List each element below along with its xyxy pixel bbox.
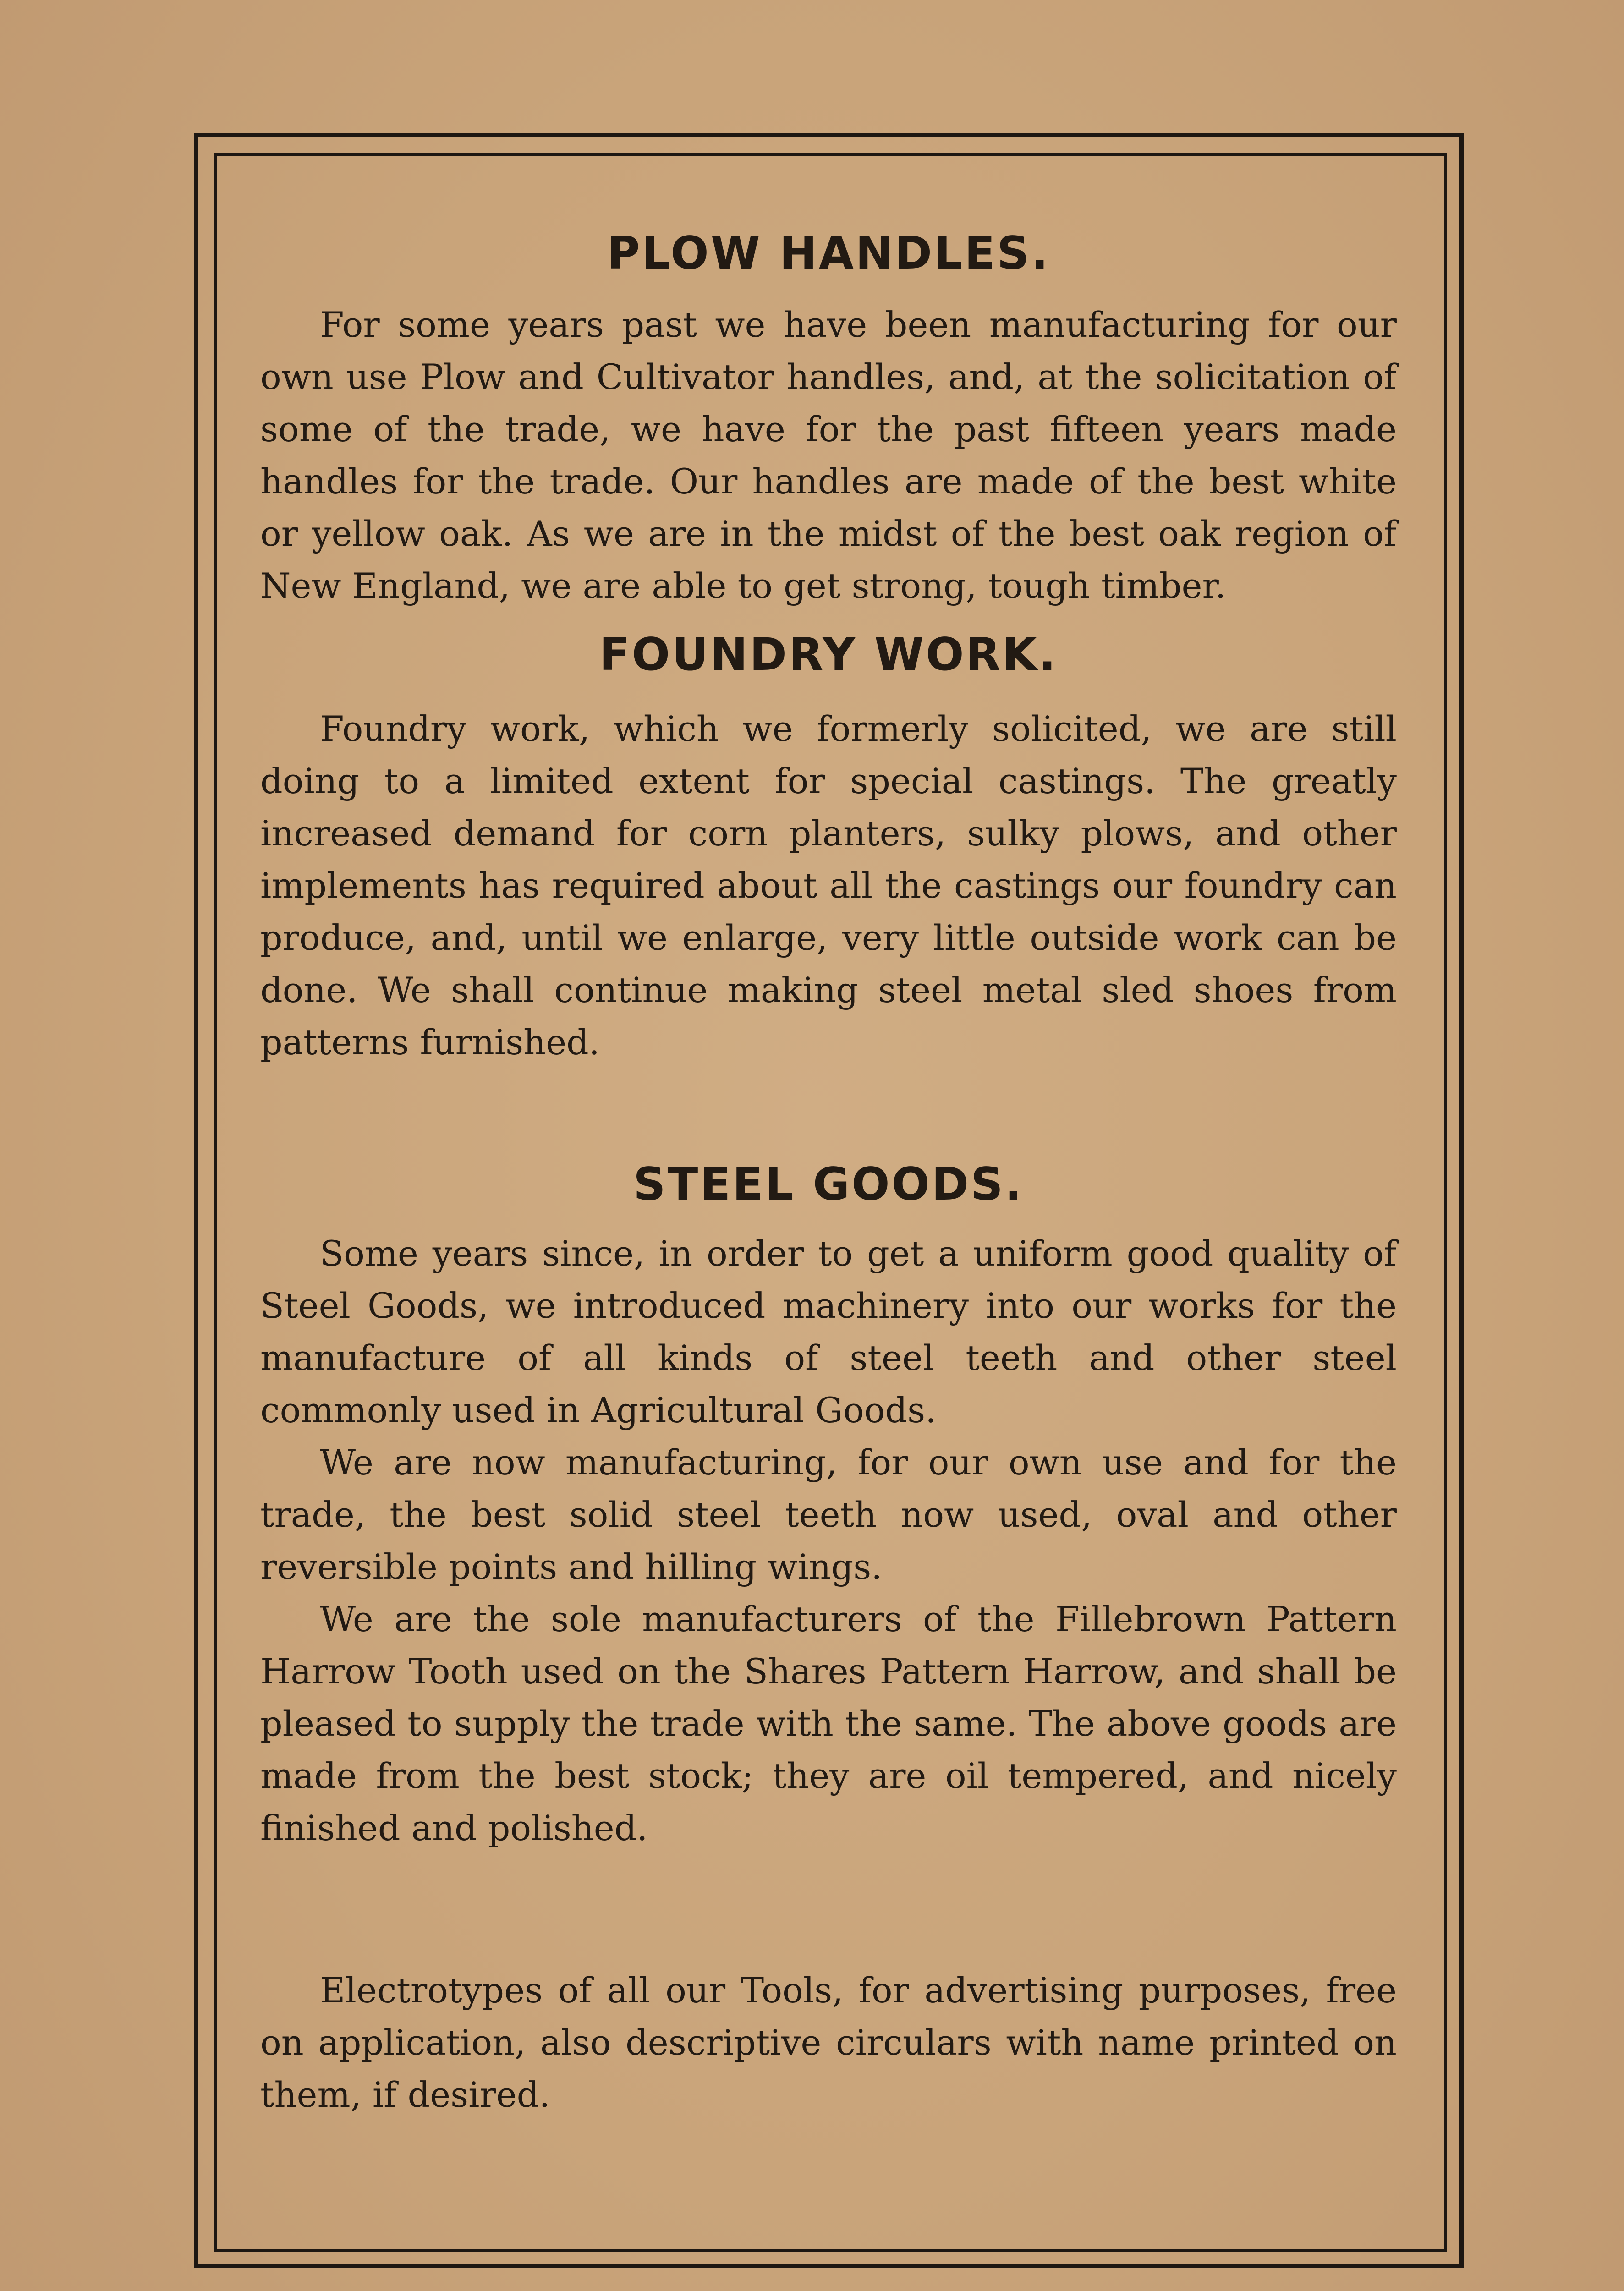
paragraph-plow-handles: For some years past we have been manufacturing for our own use Plow and Cultivator handles, and, at the solicitation of some of the trade, we have for the past fifteen years made handles for the trade. Our handles are made of the best white or yellow oak. As we are in the midst of the best oak region of New England, we are able to get strong, tough timber. [260, 304, 1397, 606]
paragraph-electrotypes: Electrotypes of all our Tools, for advertising purposes, free on application, also descriptive circulars with name printed on them, if desired. [260, 1970, 1397, 2116]
paragraph-steel-goods-1: Some years since, in order to get a uniform good quality of Steel Goods, we introduced machinery into our works for the manufacture of all kinds of steel teeth and other steel commonly used in Agricultural Goods. [260, 1233, 1397, 1431]
paragraph-foundry-work: Foundry work, which we formerly solicited, we are still doing to a limited extent for special castings. The greatly increased demand for corn planters, sulky plows, and other implements has required about all the castings our foundry can produce, and, until we enlarge, very little outside work can be done. We shall continue making steel metal sled shoes from patterns furnished. [260, 708, 1397, 1063]
heading-steel-goods: STEEL GOODS. [633, 1158, 1024, 1211]
page-content [260, 220, 1397, 2121]
heading-plow-handles: PLOW HANDLES. [607, 227, 1050, 280]
heading-foundry-work: FOUNDRY WORK. [599, 628, 1058, 681]
paragraph-steel-goods-3: We are the sole manufacturers of the Fillebrown Pattern Harrow Tooth used on the Shares Pattern Harrow, and shall be pleased to supply the trade with the same. The above goods are made from the best stock; they are oil tempered, and nicely finished and polished. [260, 1599, 1397, 1849]
paragraph-steel-goods-2: We are now manufacturing, for our own use and for the trade, the best solid steel teeth now used, oval and other reversible points and hilling wings. [260, 1442, 1397, 1588]
